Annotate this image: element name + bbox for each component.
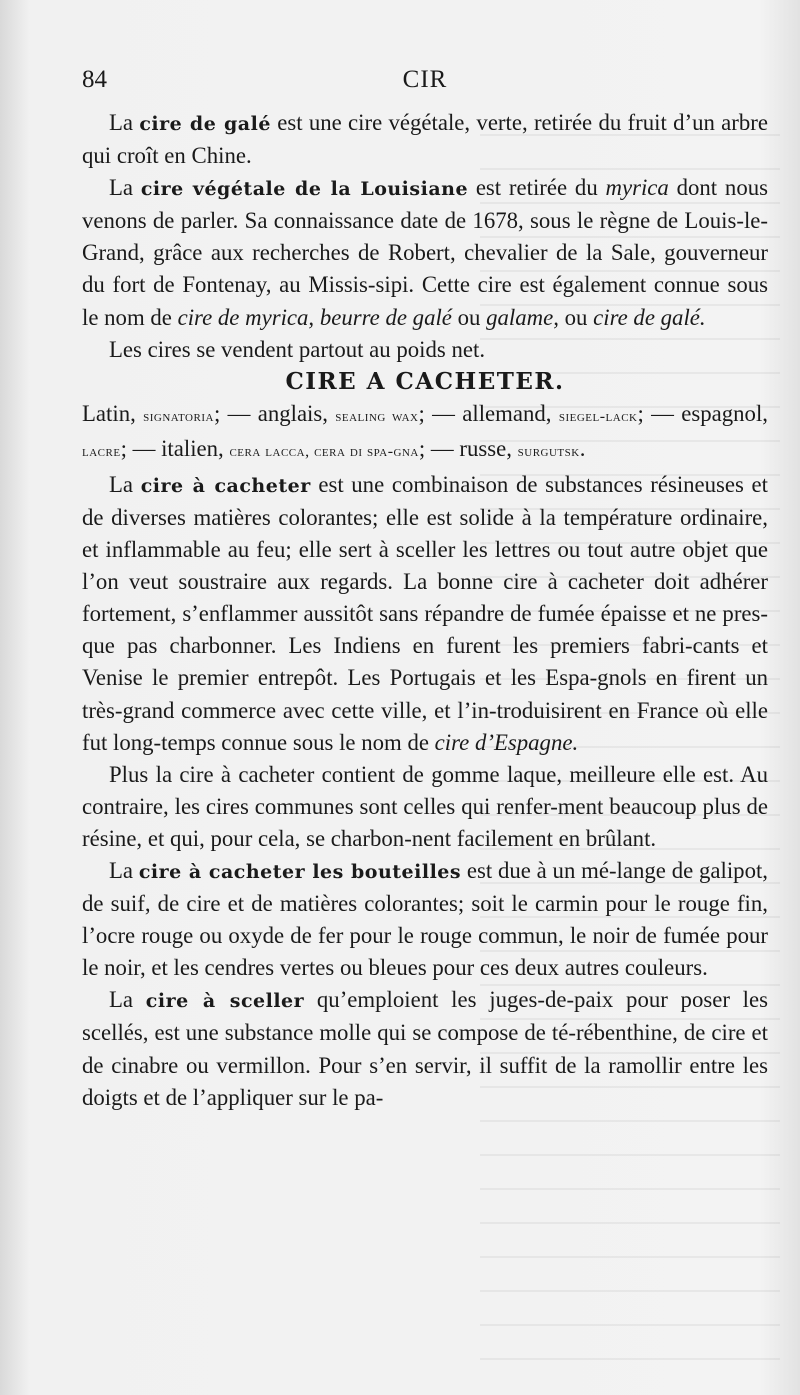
text-run: ; — italien, — [120, 436, 230, 462]
text-run: ou — [451, 304, 487, 330]
paragraph — [82, 334, 768, 366]
bold-term: cire de galé — [139, 113, 271, 135]
text-run: ; — anglais, — [213, 400, 336, 426]
text-run: ; — espagnol, — [637, 400, 768, 426]
section-title: CIRE A CACHETER. — [285, 367, 565, 395]
small-caps-term: surgutsk — [517, 443, 580, 461]
text-run: La — [109, 110, 140, 135]
bold-term: cire à sceller — [145, 990, 305, 1013]
small-caps-term: lacre — [82, 443, 121, 461]
italic-term: cire de myrica, beurre de galé — [177, 304, 452, 330]
text-run: ; — russe, — [418, 436, 518, 462]
text-run: est une combinaison de substances résineuses et de diverses matières colorantes; elle est solide à la température ordinaire, et inflammable au feu; elle sert à sceller les lettres ou tout autre objet que l’on veut soustraire aux regards. La bonne cire à cacheter doit adhérer fortement, s’enflammer aussitôt sans répandre de fumée épaisse et ne pres-que pas charbonner. Les Indiens en furent les premiers fabri-cants et Venise le premier entrepôt. Les Portugais et les Espa-gnols en firent un très-grand commerce avec cette ville, et l’in-troduisirent en France où elle fut long-temps connue sous le nom de — [82, 471, 769, 755]
text-run: La — [109, 987, 146, 1013]
page-number: 84 — [82, 66, 107, 93]
small-caps-term: siegel-lack — [558, 407, 638, 425]
paragraph — [82, 469, 768, 759]
text-run: . — [579, 436, 586, 462]
italic-term: cire d’Espagne. — [434, 729, 579, 755]
bold-term: cire à cacheter — [140, 474, 311, 497]
italic-term: galame, — [486, 304, 559, 330]
bold-term: cire végétale de la Louisiane — [140, 178, 469, 201]
text-run: qu’emploient les juges-de-paix pour poser les scellés, est une substance molle qui se compose de té-rébenthine, de cire et de cinabre ou vermillon. Pour s’en servir, il suffit de la ramollir entre les doigts et de l’appliquer sur le pa- — [82, 987, 768, 1110]
text-run: ; — allemand, — [418, 400, 559, 426]
text-run: Plus la cire à cacheter contient de gomme laque, meilleure elle est. Au contraire, les cires communes sont celles qui renfer-ment beaucoup plus de résine, et qui, pour cela, se charbon-nent facilement en brûlant. — [82, 761, 768, 851]
paragraph — [82, 855, 768, 984]
paragraph — [82, 107, 768, 172]
small-caps-term: sealing wax — [335, 407, 419, 425]
text-run: est une cire végétale, verte, retirée du fruit d’un arbre qui croît en Chine. — [82, 110, 768, 169]
text-run: est due à un mé-lange de galipot, de suif, de cire et de matières colorantes; soit le carmin pour le rouge fin, l’ocre rouge ou oxyde de fer pour le rouge commun, le noir de fumée pour le noir, et les cendres vertes ou bleues pour ces deux autres couleurs. — [82, 857, 769, 981]
text-run: ou — [558, 304, 594, 330]
paragraph — [82, 172, 768, 333]
body-text — [82, 107, 768, 1114]
translations-line — [82, 398, 768, 469]
page-header — [82, 66, 768, 106]
text-run: dont nous venons de parler. Sa connaissance date de 1678, sous le règne de Louis-le-Grand, grâce aux recherches de Robert, chevalier de la Sale, gouverneur du fort de Fontenay, au Missis-sipi. Cette cire est également connue sous le nom de — [82, 175, 768, 330]
bold-term: cire à cacheter les bouteilles — [138, 860, 462, 883]
small-caps-term: cera lacca, cera di spa-gna — [229, 443, 419, 461]
small-caps-term: signatoria — [143, 407, 214, 425]
paragraph — [82, 759, 768, 855]
italic-term: cire de galé. — [593, 304, 706, 330]
text-run: La — [109, 471, 141, 497]
text-run: La — [109, 175, 141, 201]
running-head: CIR — [402, 66, 448, 93]
text-run: Latin, — [82, 400, 144, 426]
text-run: La — [109, 857, 139, 883]
italic-term: myrica — [605, 175, 669, 201]
text-run: Les cires se vendent partout au poids net. — [109, 336, 486, 362]
text-run: est retirée du — [468, 175, 606, 201]
paragraph — [82, 984, 768, 1113]
